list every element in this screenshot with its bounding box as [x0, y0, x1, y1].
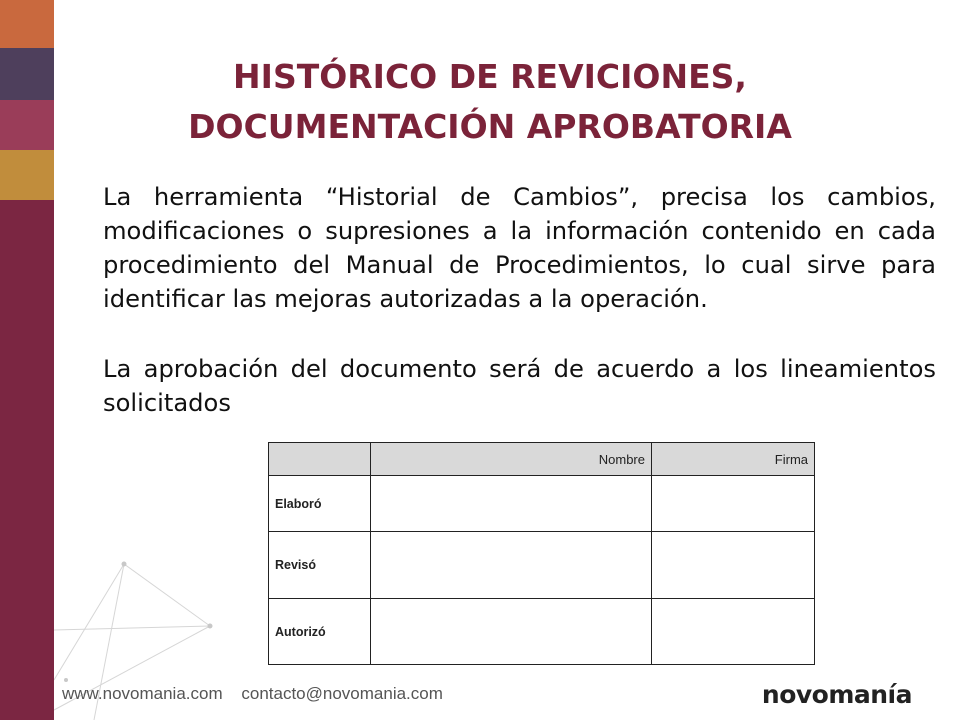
name-cell — [371, 532, 652, 599]
sidebar-block-wine — [0, 200, 54, 720]
table-row — [269, 532, 815, 599]
signature-cell — [652, 599, 815, 665]
signature-cell — [652, 532, 815, 599]
sidebar-block-gold — [0, 150, 54, 200]
paragraph-approval: La aprobación del documento será de acuerdo a los lineamientos solicitados — [103, 355, 936, 417]
column-header-firma: Firma — [652, 443, 815, 476]
paragraph-history-tool: La herramienta “Historial de Cambios”, precisa los cambios, modificaciones o supresiones a la información contenido en cada procedimiento del Manual de Procedimientos, lo cual sirve para identificar las mejoras autorizadas a la operación. — [103, 183, 936, 313]
website-link[interactable]: www.novomania.com — [62, 684, 223, 703]
email-link[interactable]: contacto@novomania.com — [241, 684, 443, 703]
signature-cell — [652, 476, 815, 532]
sidebar-block-orange — [0, 0, 54, 48]
footer-links — [62, 684, 457, 704]
name-cell — [371, 476, 652, 532]
table-row — [269, 476, 815, 532]
row-label-elaboro: Elaboró — [269, 476, 371, 532]
sidebar-color-bar — [0, 0, 54, 720]
name-cell — [371, 599, 652, 665]
brand-logo: novomanía — [761, 680, 912, 709]
row-label-reviso: Revisó — [269, 532, 371, 599]
table-corner-cell — [269, 443, 371, 476]
column-header-nombre: Nombre — [371, 443, 652, 476]
approval-table — [268, 442, 815, 665]
slide-title: HISTÓRICO DE REVICIONES, DOCUMENTACIÓN APROBATORIA — [188, 57, 792, 146]
table-row — [269, 599, 815, 665]
sidebar-block-rose — [0, 100, 54, 150]
sidebar-block-purple — [0, 48, 54, 100]
row-label-autorizo: Autorizó — [269, 599, 371, 665]
table-header-row — [269, 443, 815, 476]
